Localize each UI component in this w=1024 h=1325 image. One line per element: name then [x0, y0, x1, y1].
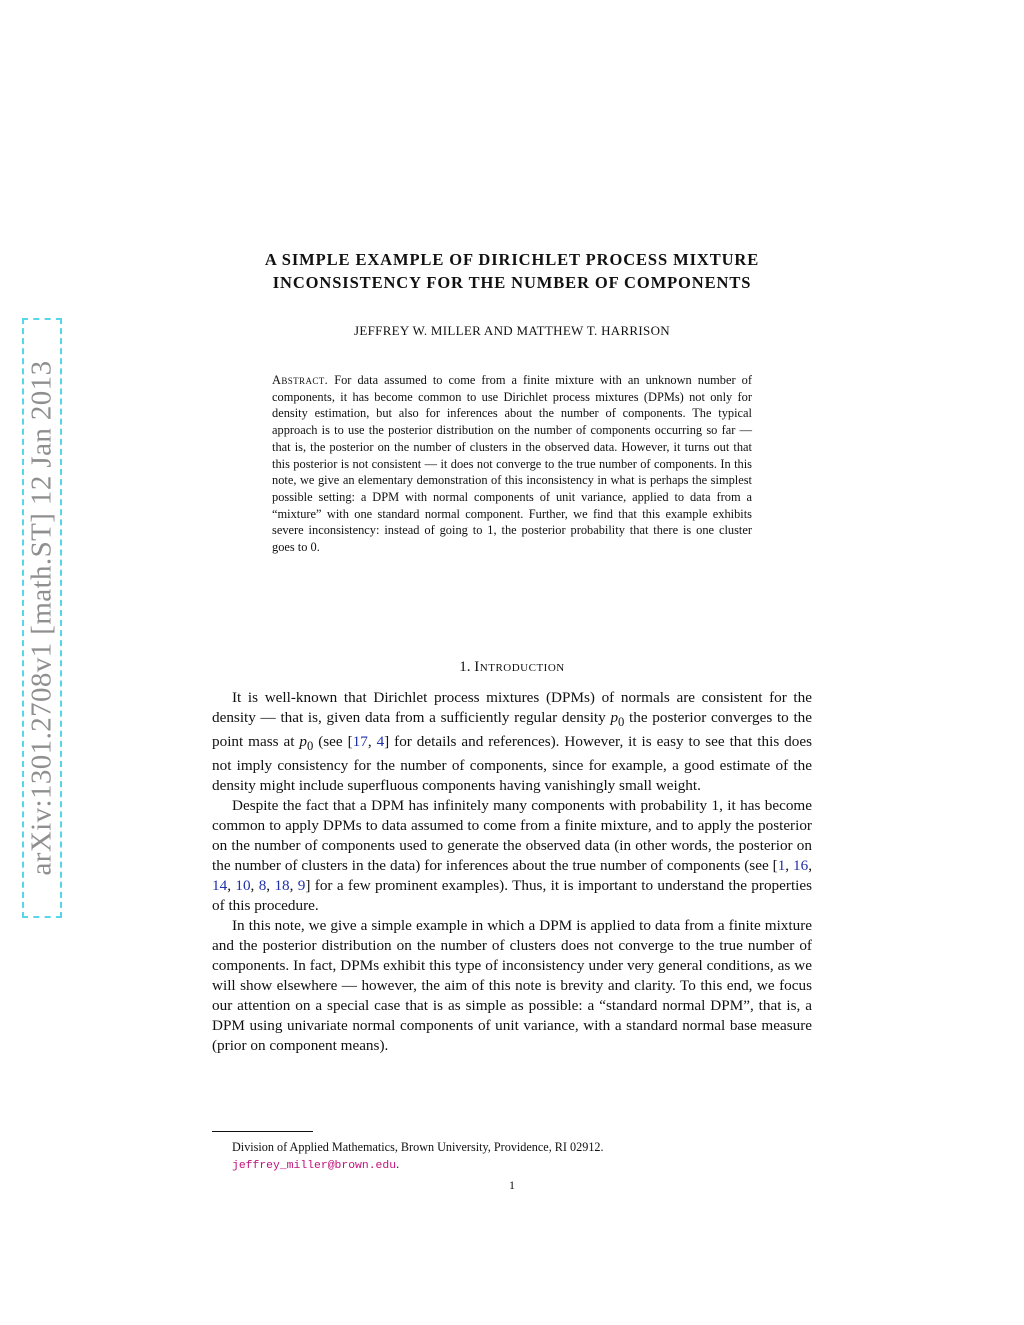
arxiv-stamp-text: arXiv:1301.2708v1 [math.ST] 12 Jan 2013	[25, 360, 58, 876]
citation-link[interactable]: 18	[274, 877, 290, 895]
section-title: Introduction	[474, 659, 565, 675]
citation-link[interactable]: 1	[777, 857, 786, 875]
section-number: 1.	[459, 659, 471, 675]
citation-separator: ,	[289, 877, 298, 895]
citation-separator: ,	[808, 857, 813, 875]
abstract	[272, 372, 752, 556]
email-link[interactable]: jeffrey_miller@brown.edu	[232, 1160, 397, 1172]
arxiv-stamp	[22, 318, 62, 918]
citation-separator: ,	[250, 877, 259, 895]
citation-link[interactable]: 4	[376, 733, 385, 751]
footnote-rule	[212, 1131, 313, 1132]
authors: JEFFREY W. MILLER AND MATTHEW T. HARRISON	[354, 323, 670, 338]
abstract-heading: Abstract.	[272, 373, 329, 387]
p0-subscript-2: 0	[306, 739, 314, 754]
footnote	[232, 1139, 792, 1175]
citation-link[interactable]: 10	[235, 877, 251, 895]
abstract-text: For data assumed to come from a finite mixture with an unknown number of components, it has become common to use Dirichlet process mixtures (DPMs) not only for density estimation, but also for inferences about the number of components. The typical approach is to use the posterior distribution on the number of components occurring so far — that is, the posterior on the number of clusters in the observed data. However, it turns out that this posterior is not consistent — it does not converge to the true number of components. In this note, we give an elementary demonstration of this inconsistency in what is perhaps the simplest possible setting: a DPM with normal components of unit variance, applied to data from a “mixture” with one standard normal component. Further, we find that this example exhibits severe inconsistency: instead of going to 1, the posterior probability that there is one cluster goes to 0.	[272, 373, 752, 555]
citation-link[interactable]: 8	[258, 877, 267, 895]
p2-text-1: Despite the fact that a DPM has infinitely many components with probability 1, it has become common to apply DPMs to data assumed to come from a finite mixture, and to apply the posterior on the number of components used to generate the observed data (in other words, the posterior on the number of clusters in the data) for inferences about the true number of components (see [	[212, 797, 812, 875]
p0-symbol: p	[610, 709, 619, 726]
paragraph-2	[212, 796, 812, 916]
citation-link[interactable]: 9	[297, 877, 306, 895]
citation-separator: ,	[785, 857, 794, 875]
citation-link[interactable]: 17	[352, 733, 368, 751]
p1-text-4: ] for details and references). However, it is easy to see that this does not imply consistency for the number of components, since for example, a good estimate of the density might include superfluous components having vanishingly small weight.	[212, 733, 813, 795]
p2-text-2: ] for a few prominent examples). Thus, it is important to understand the properties of this procedure.	[212, 877, 813, 915]
section-heading	[212, 659, 812, 676]
email-line	[232, 1156, 792, 1175]
p1-text-3: (see [	[313, 733, 353, 751]
email-period: .	[396, 1157, 400, 1171]
title-line-2: INCONSISTENCY FOR THE NUMBER OF COMPONENTS	[272, 273, 752, 292]
p1-text-2: the posterior converges to the point mass at	[212, 709, 813, 751]
citation-separator: ,	[227, 877, 236, 895]
paragraph-3: In this note, we give a simple example in which a DPM is applied to data from a finite mixture and the posterior distribution on the number of clusters does not converge to the true number of components. In fact, DPMs exhibit this type of inconsistency under very general conditions, as we will show elsewhere — however, the aim of this note is brevity and clarity. To this end, we focus our attention on a special case that is as simple as possible: a “standard normal DPM”, that is, a DPM using univariate normal components of unit variance, with a standard normal base measure (prior on component means).	[212, 917, 812, 1055]
p0-symbol-2: p	[299, 733, 307, 751]
p1-text-1: It is well-known that Dirichlet process mixtures (DPMs) of normals are consistent for the density — that is, given data from a sufficiently regular density	[212, 689, 812, 726]
citation-separator: ,	[367, 733, 377, 751]
paper-title	[212, 248, 812, 294]
citation-link[interactable]: 14	[212, 877, 228, 895]
citation-separator: ,	[266, 877, 275, 895]
affiliation: Division of Applied Mathematics, Brown University, Providence, RI 02912.	[232, 1140, 604, 1154]
paragraph-1	[212, 688, 812, 796]
title-line-1: A SIMPLE EXAMPLE OF DIRICHLET PROCESS MIXTURE	[264, 250, 760, 269]
page-number: 1	[509, 1178, 515, 1192]
citation-link[interactable]: 16	[793, 857, 809, 875]
body-text	[212, 688, 812, 1056]
p0-subscript: 0	[618, 715, 625, 730]
